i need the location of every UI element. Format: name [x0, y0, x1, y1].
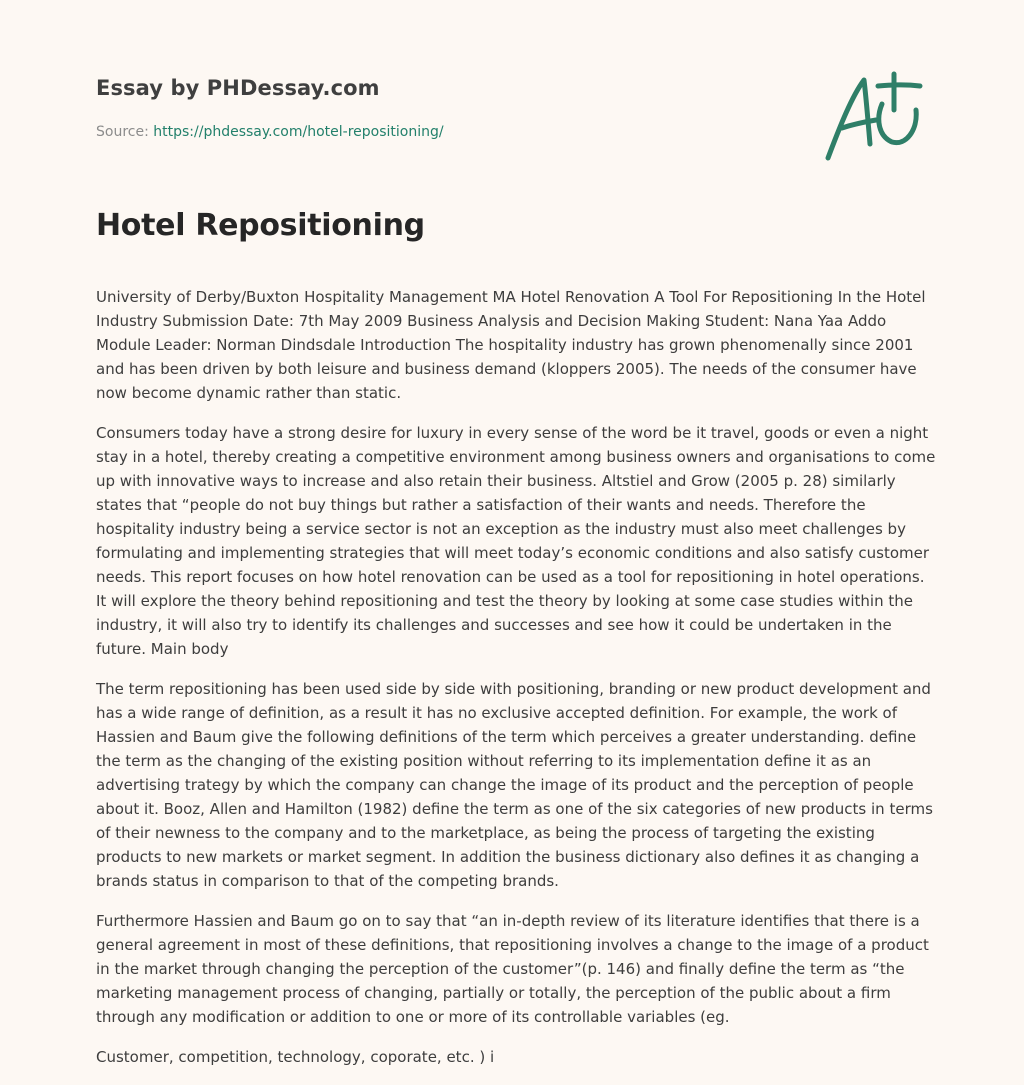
- paragraph: The term repositioning has been used side by side with positioning, branding or new product development and has a wide range of definition, as a result it has no exclusive accepted definition. For example, the work of Hassien and Baum give the following definitions of the term which perceives a greater understanding. define the term as the changing of the existing position without referring to its implementation define it as an advertising trategy by which the company can change the image of its product and the perception of people about it. Booz, Allen and Hamilton (1982) define the term as one of the six categories of new products in terms of their newness to the company and to the marketplace, as being the process of targeting the existing products to new markets or market segment. In addition the business dictionary also defines it as changing a brands status in comparison to that of the competing brands.: [96, 680, 933, 890]
- source-link[interactable]: https://phdessay.com/hotel-repositioning/: [153, 124, 444, 140]
- paragraph: Customer, competition, technology, coporate, etc. ) i: [96, 1048, 495, 1066]
- article-body: [96, 285, 936, 1085]
- paragraph: Furthermore Hassien and Baum go on to say that “an in-depth review of its literature identifies that there is a general agreement in most of these definitions, that repositioning involves a change to the image of a product in the market through changing the perception of the customer”(p. 146) and finally define the term as “the marketing management process of changing, partially or totally, the perception of the public about a firm through any modification or addition to one or more of its controllable variables (eg.: [96, 912, 929, 1026]
- source-label: Source:: [96, 124, 149, 140]
- source-line: [96, 124, 444, 140]
- paragraph: University of Derby/Buxton Hospitality Management MA Hotel Renovation A Tool For Repositioning In the Hotel Industry Submission Date: 7th May 2009 Business Analysis and Decision Making Student: Nana Yaa Addo Module Leader: Norman Dindsdale Introduction The hospitality industry has grown phenomenally since 2001 and has been driven by both leisure and business demand (kloppers 2005). The needs of the consumer have now become dynamic rather than static.: [96, 288, 926, 402]
- paragraph: Consumers today have a strong desire for luxury in every sense of the word be it travel, goods or even a night stay in a hotel, thereby creating a competitive environment among business owners and organisations to come up with innovative ways to increase and also retain their business. Altstiel and Grow (2005 p. 28) similarly states that “people do not buy things but rather a satisfaction of their wants and needs. Therefore the hospitality industry being a service sector is not an exception as the industry must also meet challenges by formulating and implementing strategies that will meet today’s economic conditions and also satisfy customer needs. This report focuses on how hotel renovation can be used as a tool for repositioning in hotel operations. It will explore the theory behind repositioning and test the theory by looking at some case studies within the industry, it will also try to identify its challenges and successes and see how it could be undertaken in the future. Main body: [96, 424, 936, 658]
- page-title: Hotel Repositioning: [96, 208, 425, 243]
- a-plus-logo-icon: [820, 66, 930, 166]
- brand-title: Essay by PHDessay.com: [96, 76, 380, 100]
